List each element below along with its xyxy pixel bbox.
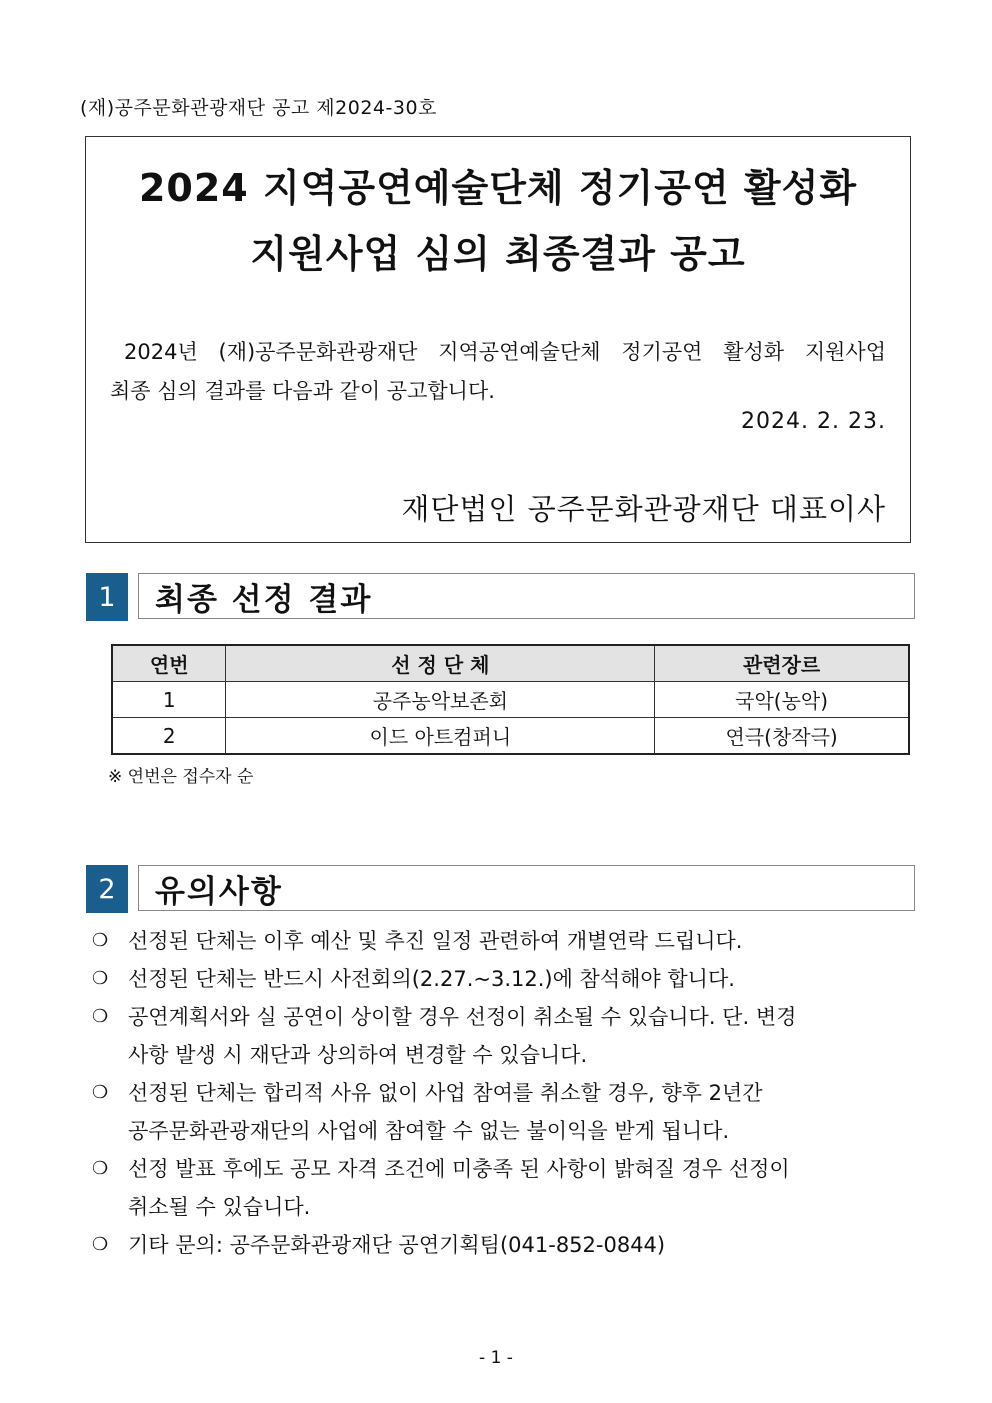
cell-org: 공주농악보존회	[226, 682, 655, 718]
list-item	[90, 922, 920, 960]
section-2-title: 유의사항	[138, 865, 915, 911]
cell-genre: 국악(농악)	[655, 682, 909, 718]
announcement-box	[85, 136, 911, 543]
header-genre: 관련장르	[655, 645, 909, 682]
results-table	[111, 644, 910, 755]
cell-no: 1	[112, 682, 226, 718]
intro-line-1: 2024년 (재)공주문화관광재단 지역공연예술단체 정기공연 활성화 지원사업	[124, 340, 886, 364]
note-text-continued: 사항 발생 시 재단과 상의하여 변경할 수 있습니다.	[128, 1043, 588, 1067]
notes-list	[90, 922, 920, 1264]
cell-org: 이드 아트컴퍼니	[226, 718, 655, 755]
table-note: ※ 연번은 접수자 순	[108, 767, 254, 787]
title-line-1: 2024 지역공연예술단체 정기공연 활성화	[138, 166, 858, 210]
circle-bullet-icon: ❍	[92, 1158, 109, 1179]
note-text: 공연계획서와 실 공연이 상이할 경우 선정이 취소될 수 있습니다. 단. 변경	[128, 1005, 797, 1029]
notice-number: (재)공주문화관광재단 공고 제2024-30호	[80, 97, 437, 119]
circle-bullet-icon: ❍	[92, 1082, 109, 1103]
list-item	[90, 1150, 920, 1226]
note-text: 선정 발표 후에도 공모 자격 조건에 미충족 된 사항이 밝혀질 경우 선정이	[128, 1157, 790, 1181]
note-text: 선정된 단체는 이후 예산 및 추진 일정 관련하여 개별연락 드립니다.	[128, 929, 743, 953]
note-text: 기타 문의: 공주문화관광재단 공연기획팀(041-852-0844)	[128, 1233, 666, 1257]
list-item	[90, 960, 920, 998]
circle-bullet-icon: ❍	[92, 930, 109, 951]
cell-no: 2	[112, 718, 226, 755]
page-number: - 1 -	[479, 1348, 513, 1368]
title-line-2: 지원사업 심의 최종결과 공고	[250, 232, 746, 276]
list-item	[90, 1226, 920, 1264]
note-text-continued: 취소될 수 있습니다.	[128, 1195, 311, 1219]
note-text-continued: 공주문화관광재단의 사업에 참여할 수 없는 불이익을 받게 됩니다.	[128, 1119, 730, 1143]
signer: 재단법인 공주문화관광재단 대표이사	[401, 492, 886, 526]
list-item	[90, 1074, 920, 1150]
section-2-header	[86, 865, 915, 913]
section-1-title: 최종 선정 결과	[138, 573, 915, 619]
circle-bullet-icon: ❍	[92, 968, 109, 989]
circle-bullet-icon: ❍	[92, 1234, 109, 1255]
list-item	[90, 998, 920, 1074]
note-text: 선정된 단체는 합리적 사유 없이 사업 참여를 취소할 경우, 향후 2년간	[128, 1081, 763, 1105]
table-header-row	[112, 645, 909, 682]
intro-line-2: 최종 심의 결과를 다음과 같이 공고합니다.	[110, 379, 495, 403]
note-text: 선정된 단체는 반드시 사전회의(2.27.~3.12.)에 참석해야 합니다.	[128, 967, 735, 991]
section-1-number: 1	[86, 573, 128, 621]
circle-bullet-icon: ❍	[92, 1006, 109, 1027]
header-no: 연번	[112, 645, 226, 682]
table-row	[112, 682, 909, 718]
cell-genre: 연극(창작극)	[655, 718, 909, 755]
header-org: 선 정 단 체	[226, 645, 655, 682]
section-2-number: 2	[86, 865, 128, 913]
section-1-header	[86, 573, 915, 621]
table-row	[112, 718, 909, 755]
intro-paragraph	[110, 333, 886, 411]
announcement-date: 2024. 2. 23.	[741, 409, 886, 434]
